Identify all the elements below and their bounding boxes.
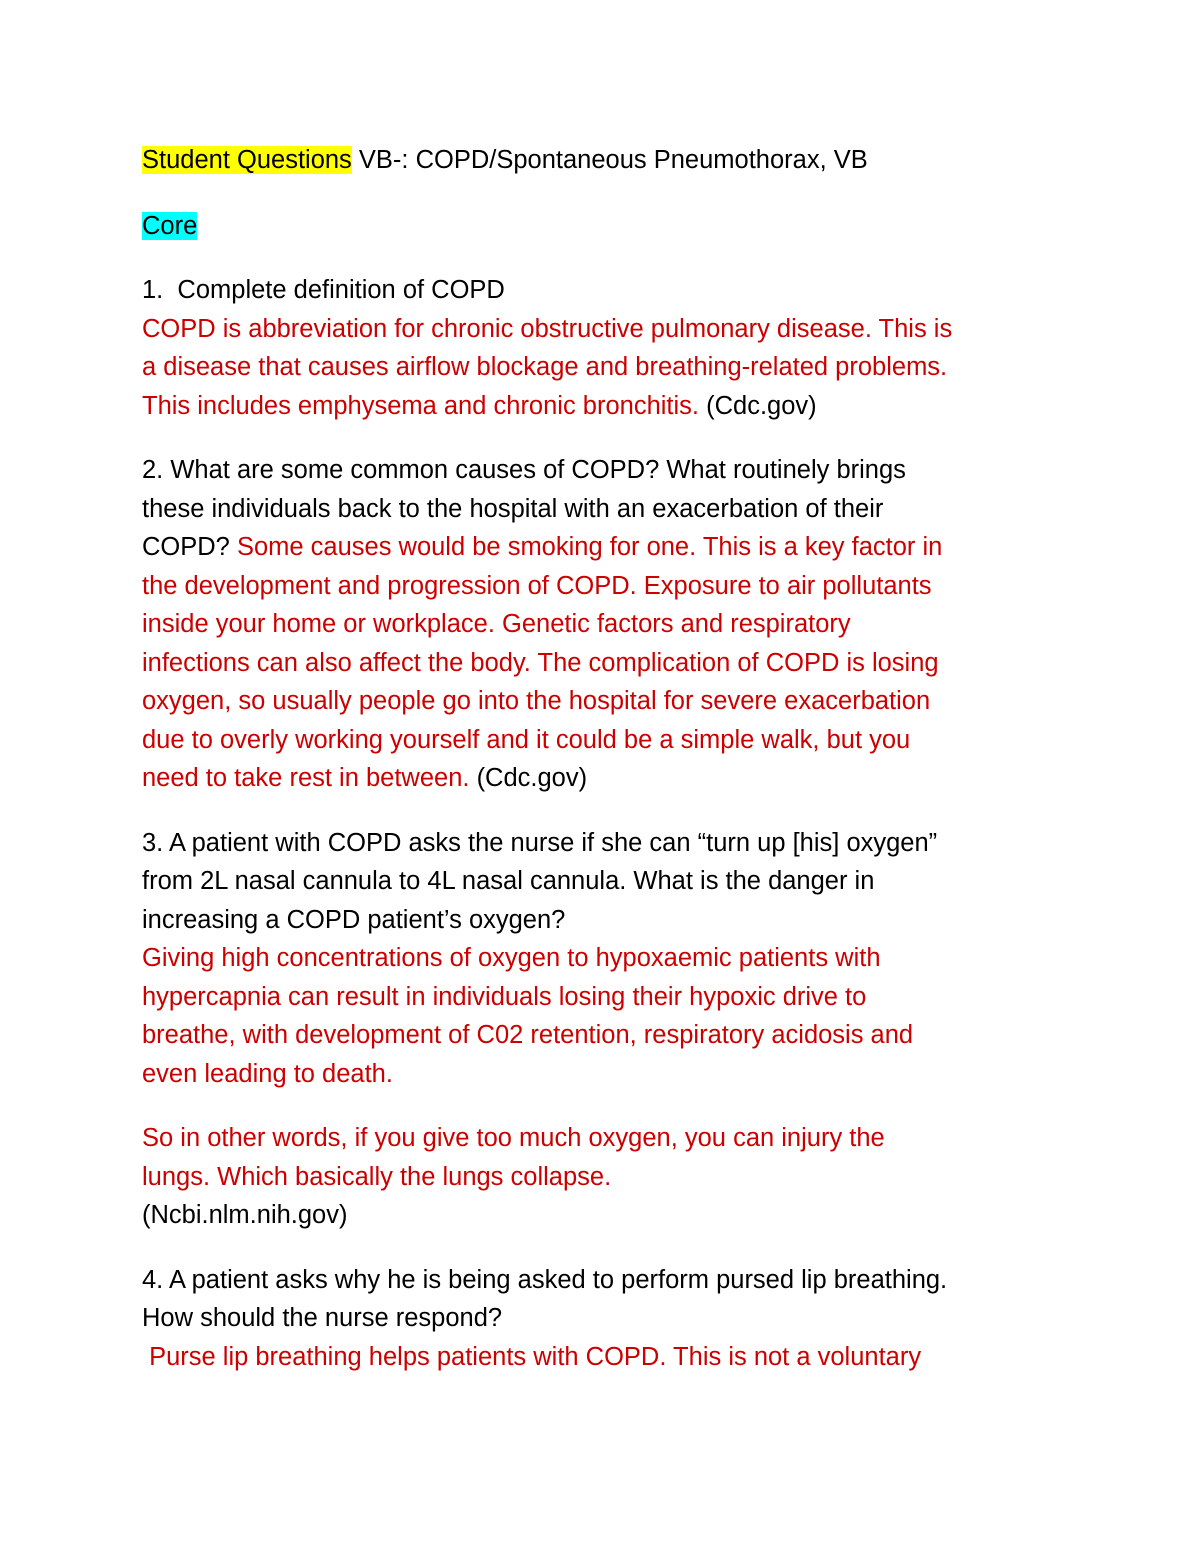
- answer-3-line: breathe, with development of C02 retention, respiratory acidosis and: [142, 1021, 914, 1049]
- question-3: [142, 824, 1072, 1094]
- question-4-line: 4. A patient asks why he is being asked to perform pursed lip breathing.: [142, 1265, 948, 1294]
- question-3-line: increasing a COPD patient’s oxygen?: [142, 905, 566, 934]
- answer-2-line: inside your home or workplace. Genetic factors and respiratory: [142, 610, 851, 638]
- answer-1-source: (Cdc.gov): [706, 391, 817, 420]
- answer-3-line: Giving high concentrations of oxygen to hypoxaemic patients with: [142, 944, 881, 972]
- answer-3-line: even leading to death.: [142, 1059, 393, 1088]
- question-1-text: 1. Complete definition of COPD: [142, 276, 505, 304]
- answer-2-line: oxygen, so usually people go into the hospital for severe exacerbation: [142, 687, 931, 715]
- question-2: [142, 451, 1072, 798]
- section-heading: [142, 207, 1072, 246]
- answer-2-line: need to take rest in between.: [142, 764, 477, 792]
- answer-2-line: the development and progression of COPD. Exposure to air pollutants: [142, 571, 932, 600]
- answer-1-line: a disease that causes airflow blockage and breathing-related problems.: [142, 353, 948, 381]
- document-page: [142, 141, 1072, 1376]
- answer-4-line: Purse lip breathing helps patients with COPD. This is not a voluntary: [142, 1342, 922, 1371]
- question-2-line: these individuals back to the hospital with an exacerbation of their: [142, 494, 884, 523]
- question-3-line: 3. A patient with COPD asks the nurse if she can “turn up [his] oxygen”: [142, 828, 938, 857]
- followup-3-line: So in other words, if you give too much oxygen, you can injury the: [142, 1124, 885, 1152]
- followup-3-line: lungs. Which basically the lungs collapse.: [142, 1162, 612, 1191]
- document-title: [142, 141, 1072, 180]
- answer-3-source: (Ncbi.nlm.nih.gov): [142, 1201, 348, 1229]
- question-1: [142, 271, 1072, 425]
- answer-2-line: due to overly working yourself and it could be a simple walk, but you: [142, 725, 911, 754]
- answer-1-line: This includes emphysema and chronic bronchitis.: [142, 391, 707, 420]
- answer-1-line: COPD is abbreviation for chronic obstructive pulmonary disease. This is: [142, 314, 953, 343]
- question-3-line: from 2L nasal cannula to 4L nasal cannula. What is the danger in: [142, 867, 875, 895]
- title-label: Student Questions: [142, 146, 352, 174]
- question-4-line: How should the nurse respond?: [142, 1304, 503, 1332]
- answer-2-line: Some causes would be smoking for one. This is a key factor in: [236, 533, 943, 561]
- answer-3-followup: [142, 1119, 1072, 1235]
- question-4: [142, 1261, 1072, 1377]
- answer-3-line: hypercapnia can result in individuals losing their hypoxic drive to: [142, 982, 867, 1011]
- answer-2-line: infections can also affect the body. The complication of COPD is losing: [142, 648, 939, 677]
- answer-2-source: (Cdc.gov): [476, 764, 588, 792]
- question-2-line: 2. What are some common causes of COPD? What routinely brings: [142, 456, 906, 484]
- section-core-label: Core: [142, 211, 198, 240]
- question-2-line: COPD?: [142, 533, 237, 561]
- title-rest: VB-: COPD/Spontaneous Pneumothorax, VB: [358, 146, 868, 174]
